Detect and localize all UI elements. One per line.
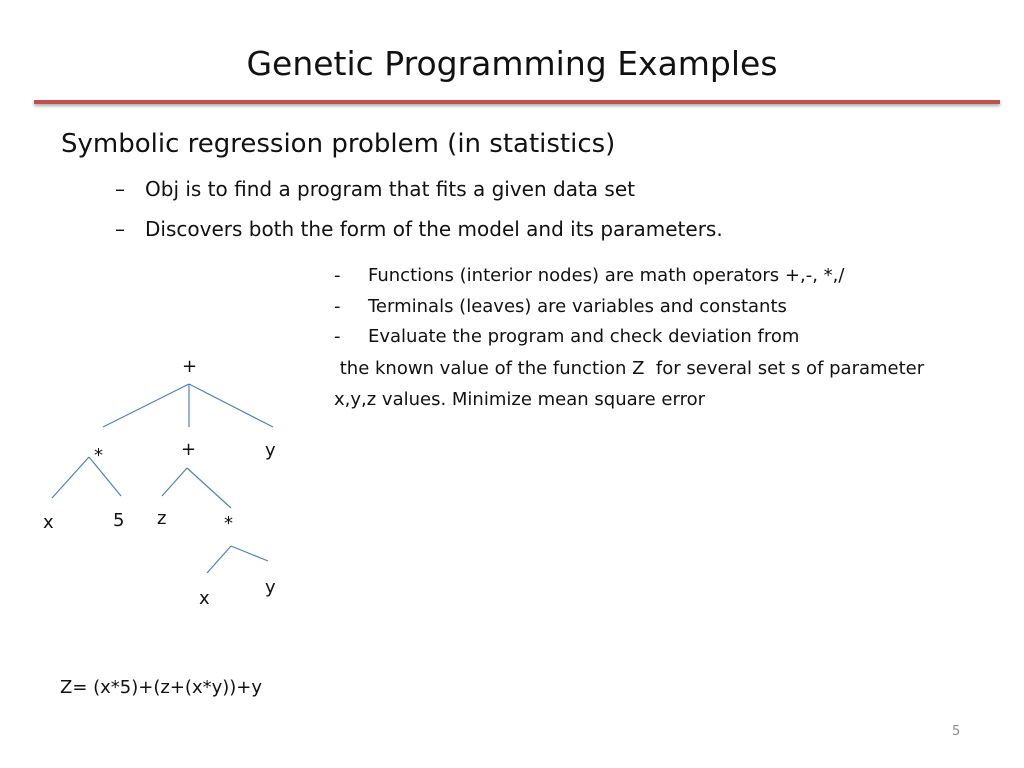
- tree-edge: [189, 384, 273, 427]
- expression-formula: Z= (x*5)+(z+(x*y))+y: [60, 677, 263, 698]
- tree-node-plus: +: [181, 439, 197, 460]
- tree-node-root: +: [182, 356, 198, 377]
- tree-node-x-inner: x: [199, 588, 210, 609]
- tree-edge: [162, 468, 187, 496]
- tree-edge: [187, 468, 231, 508]
- note-dash: -: [334, 326, 341, 347]
- note-text: Evaluate the program and check deviation from: [368, 326, 800, 347]
- tree-node-five: 5: [113, 510, 125, 531]
- tree-node-multiply-inner: *: [224, 513, 233, 534]
- note-continuation-2: x,y,z values. Minimize mean square error: [334, 389, 706, 410]
- tree-edge: [103, 384, 189, 427]
- tree-edge: [52, 457, 89, 498]
- tree-node-y-inner: y: [265, 577, 276, 598]
- note-dash: -: [334, 265, 341, 286]
- tree-node-x: x: [43, 512, 54, 533]
- note-text: Functions (interior nodes) are math operators +,-, *,/: [368, 265, 845, 286]
- main-bullet: Symbolic regression problem (in statistics): [61, 129, 616, 159]
- sub-bullet-text: Obj is to find a program that fits a given data set: [145, 177, 635, 201]
- note-dash: -: [334, 296, 341, 317]
- slide-title: Genetic Programming Examples: [246, 44, 778, 83]
- note-continuation-1: the known value of the function Z for several set s of parameter: [334, 358, 925, 379]
- bullet-dash: –: [115, 177, 125, 201]
- tree-node-y: y: [265, 440, 276, 461]
- tree-edge: [231, 546, 268, 561]
- sub-bullet-text: Discovers both the form of the model and its parameters.: [145, 217, 723, 241]
- slide-number: 5: [952, 724, 961, 739]
- tree-edge: [207, 546, 231, 573]
- note-text: Terminals (leaves) are variables and constants: [368, 296, 787, 317]
- tree-node-z: z: [157, 508, 167, 529]
- tree-node-multiply: *: [94, 445, 103, 466]
- bullet-dash: –: [115, 217, 125, 241]
